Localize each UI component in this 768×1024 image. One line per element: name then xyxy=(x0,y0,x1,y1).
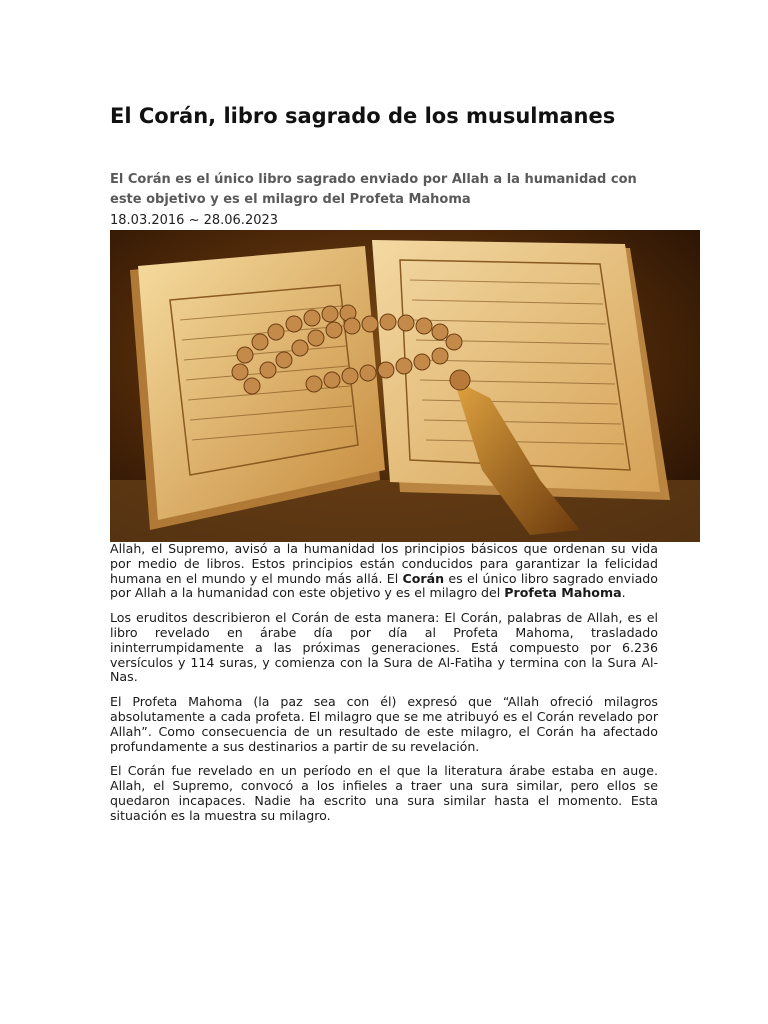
paragraph-1-text-c: . xyxy=(621,585,626,601)
paragraph-1 xyxy=(110,542,658,601)
paragraph-2: Los eruditos describieron el Corán de esta manera: El Corán, palabras de Allah, es el libro revelado en árabe día por día al Profeta Mahoma, trasladado ininterrumpidamente a las próximas generaciones. Está compuesto por 6.236 versículos y 114 suras, y comienza con la Sura de Al-Fatiha y termina con la Sura Al-Nas. xyxy=(110,610,658,685)
paragraph-3: El Profeta Mahoma (la paz sea con él) expresó que “Allah ofreció milagros absolutamente a cada profeta. El milagro que se me atribuyó es el Corán revelado por Allah”. Como consecuencia de un resultado de este milagro, el Corán ha afectado profundamente a sus destinarios a partir de su revelación. xyxy=(110,694,658,754)
article-date: 18.03.2016 ~ 28.06.2023 xyxy=(110,213,279,228)
link-profeta-mahoma: Profeta Mahoma xyxy=(504,585,622,601)
article-subtitle: El Corán es el único libro sagrado enviado por Allah a la humanidad con este objetivo y es el milagro del Profeta Mahoma xyxy=(110,172,637,207)
paragraph-4: El Corán fue revelado en un período en el que la literatura árabe estaba en auge. Allah, el Supremo, convocó a los infieles a traer una sura similar, pero ellos se quedaron incapaces. Nadie ha escrito una sura similar hasta el momento. Esta situación es la muestra su milagro. xyxy=(110,763,658,823)
link-coran: Corán xyxy=(402,570,445,586)
article-title: El Corán, libro sagrado de los musulmanes xyxy=(110,104,616,128)
article-body xyxy=(110,542,658,834)
quran-photo xyxy=(110,230,700,542)
paragraph-1-text-a: Allah, el Supremo, avisó a la humanidad los principios básicos que ordenan su vida por medio de libros. Estos principios están conducidos para garantizar la felicidad humana en el mundo y el mundo más allá. El xyxy=(110,541,658,586)
paragraph-1-text-b: es el único libro sagrado enviado por Allah a la humanidad con este objetivo y es el milagro del xyxy=(110,570,659,601)
